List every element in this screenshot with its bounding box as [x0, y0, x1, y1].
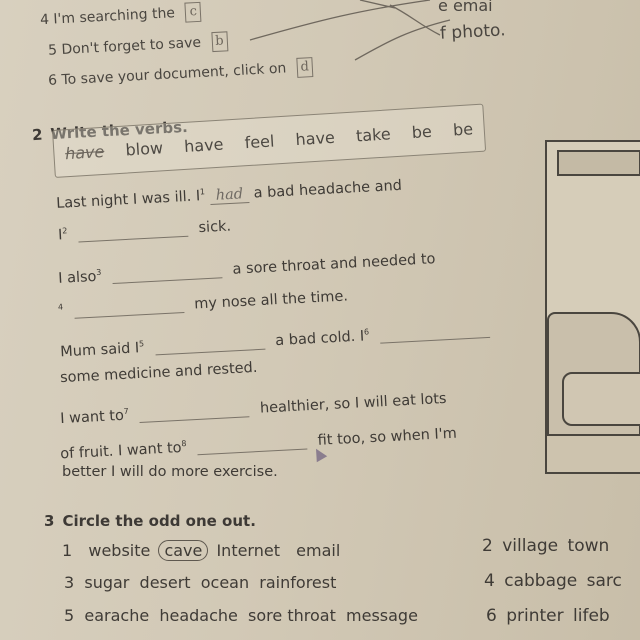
sentence-line-7: [60, 390, 447, 427]
text: Mum said I: [59, 340, 140, 361]
blank-number: 6: [363, 327, 370, 337]
text: fit too, so when I'm: [317, 425, 458, 449]
sentence-line-1: [56, 177, 403, 212]
word-8: be: [452, 118, 474, 140]
word-3: have: [183, 134, 224, 156]
odd-row-3: [64, 573, 336, 592]
exercise-heading: Write the verbs.: [50, 117, 189, 144]
answer-box[interactable]: d: [296, 57, 313, 78]
sentence-line-4: [58, 287, 349, 319]
row-number: 5: [64, 606, 75, 625]
word-box: [52, 104, 486, 178]
odd-row-1: [62, 541, 340, 560]
sentence-line-5: [60, 321, 496, 361]
sentence-line-9: better I will do more exercise.: [62, 464, 278, 480]
word-2: blow: [124, 137, 164, 160]
text: I also: [57, 268, 97, 287]
sentence-line-8: [60, 425, 457, 463]
option-word: emai: [452, 0, 493, 15]
exercise-number: 2: [31, 125, 44, 145]
sentence-line-2: [58, 217, 232, 243]
blank-3[interactable]: [112, 261, 223, 284]
option-e: [438, 0, 493, 15]
row-number: 4: [484, 571, 495, 591]
blank-7[interactable]: [139, 400, 250, 423]
text: Last night I was ill. I: [55, 188, 201, 212]
odd-row-4: [484, 571, 622, 591]
word-5: have: [294, 127, 336, 149]
blank-number: 1: [199, 187, 206, 197]
option-letter: e: [438, 0, 448, 15]
option-word[interactable]: sarc: [586, 571, 622, 591]
illustration-armchair: [545, 140, 640, 474]
word-1: have: [64, 141, 105, 163]
item-number: 4: [39, 11, 50, 29]
option-word[interactable]: website: [88, 541, 151, 560]
item-text: To save your document, click on: [61, 60, 287, 89]
option-word[interactable]: email: [296, 541, 341, 560]
option-word[interactable]: sore throat: [248, 606, 336, 625]
blank-number: 8: [181, 438, 187, 449]
option-f: f photo.: [439, 20, 507, 44]
cushion-shape: [562, 372, 640, 426]
option-word[interactable]: printer: [506, 606, 564, 626]
answer-box[interactable]: b: [211, 31, 228, 52]
option-word[interactable]: earache: [84, 606, 150, 625]
row-number: 6: [486, 606, 497, 626]
word-4: feel: [244, 130, 275, 152]
text: sick.: [198, 218, 232, 237]
row-number: 1: [62, 541, 73, 560]
blank-4[interactable]: [73, 296, 184, 319]
option-word[interactable]: lifeb: [573, 606, 610, 626]
blank-number: 4: [57, 302, 64, 312]
blank-6[interactable]: [379, 321, 490, 344]
blank-number: 3: [96, 267, 102, 278]
text: healthier, so I will eat lots: [259, 390, 447, 417]
text: I: [57, 227, 63, 244]
odd-row-6: [486, 606, 610, 626]
row-number: 3: [64, 573, 75, 592]
exercise-3-title: [44, 512, 256, 530]
item-number: 6: [47, 72, 58, 89]
blank-2[interactable]: [78, 220, 189, 243]
answer-box[interactable]: c: [185, 2, 202, 23]
text: of fruit. I want to: [59, 440, 183, 463]
odd-row-2: [482, 536, 609, 556]
sentence-line-3: [58, 250, 436, 287]
sentence-line-6: some medicine and rested.: [59, 359, 258, 387]
exercise-heading: Circle the odd one out.: [62, 512, 256, 530]
option-word[interactable]: rainforest: [259, 573, 337, 592]
circled-option-word[interactable]: cave: [158, 540, 208, 561]
blank-number: 7: [123, 406, 129, 416]
word-7: be: [411, 121, 433, 142]
row-number: 2: [482, 536, 493, 556]
item-text: I'm searching the: [53, 5, 176, 28]
item-number: 5: [47, 42, 58, 59]
exercise-number: 3: [44, 512, 55, 530]
option-word[interactable]: cabbage: [504, 571, 578, 591]
blank-5[interactable]: [154, 333, 265, 356]
blank-number: 5: [138, 339, 145, 349]
option-word[interactable]: ocean: [200, 573, 250, 592]
option-word[interactable]: headache: [159, 606, 238, 625]
option-word[interactable]: village: [502, 536, 559, 556]
option-word[interactable]: sugar: [84, 573, 130, 592]
option-word[interactable]: message: [346, 606, 418, 625]
text: a bad headache and: [253, 177, 403, 202]
item-text: Don't forget to save: [61, 34, 202, 58]
curtain-shape: [557, 150, 640, 176]
odd-row-5: [64, 606, 418, 625]
text: I want to: [59, 407, 125, 428]
word-6: take: [355, 123, 392, 145]
option-word[interactable]: town: [567, 536, 610, 556]
text: a bad cold. I: [274, 328, 365, 350]
option-word[interactable]: Internet: [216, 541, 280, 560]
option-word[interactable]: desert: [139, 573, 191, 592]
blank-number: 2: [61, 226, 68, 236]
text: a sore throat and needed to: [232, 251, 436, 278]
text: my nose all the time.: [193, 288, 349, 313]
answer-1[interactable]: had: [209, 186, 249, 205]
blank-8[interactable]: [197, 432, 308, 455]
